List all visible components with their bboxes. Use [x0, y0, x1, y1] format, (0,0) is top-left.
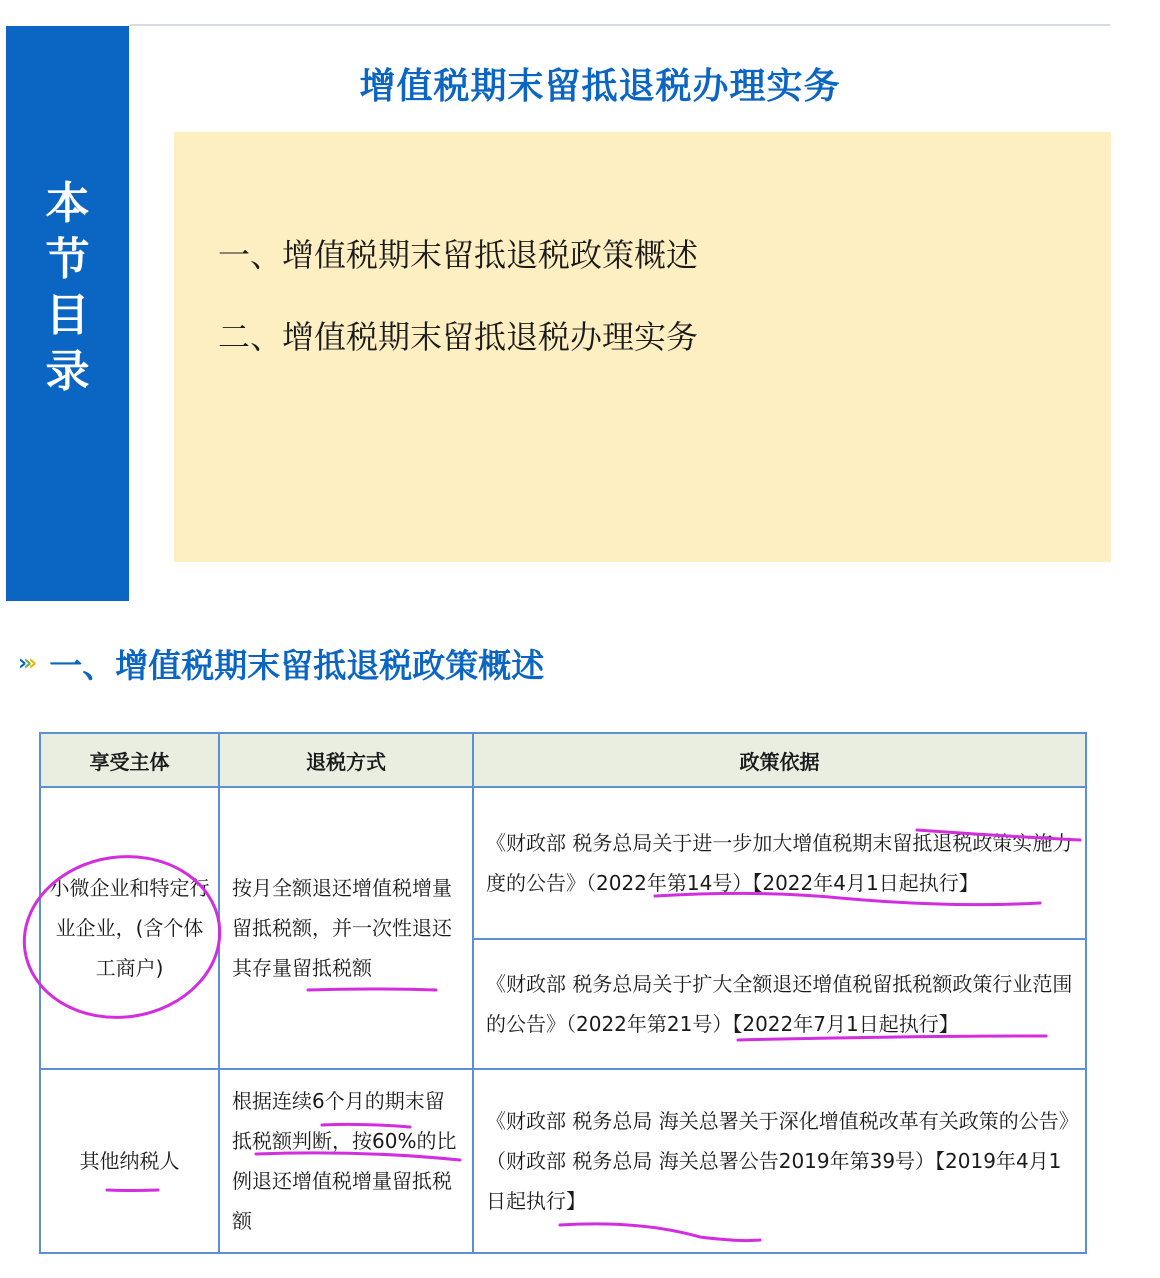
toc-item-1[interactable]: 一、增值税期末留抵退税政策概述	[218, 236, 699, 274]
section-contents-sidebar	[6, 26, 129, 601]
table-row	[40, 787, 1086, 939]
sidebar-char: 录	[45, 346, 90, 397]
sidebar-char: 本	[45, 178, 90, 229]
triple-chevron-icon: › › ›	[18, 651, 34, 676]
subject-cell: 其他纳税人	[40, 1069, 219, 1253]
header-subject: 享受主体	[40, 733, 219, 787]
slide-title: 增值税期末留抵退税办理实务	[359, 66, 841, 107]
subject-cell: 小微企业和特定行业企业，(含个体工商户)	[40, 787, 219, 1069]
top-divider	[130, 24, 1110, 26]
table-header-row	[40, 733, 1086, 787]
header-method: 退税方式	[219, 733, 473, 787]
table-row	[40, 1069, 1086, 1253]
section-title: 一、增值税期末留抵退税政策概述	[49, 646, 545, 685]
sidebar-char: 节	[45, 234, 90, 285]
table-of-contents	[174, 132, 1111, 562]
basis-cell: 《财政部 税务总局关于扩大全额退还增值税留抵税额政策行业范围的公告》（2022年第21号）【2022年7月1日起执行】	[473, 939, 1086, 1069]
toc-item-2[interactable]: 二、增值税期末留抵退税办理实务	[218, 318, 699, 356]
method-cell: 根据连续6个月的期末留抵税额判断，按60%的比例退还增值税增量留抵税额	[219, 1069, 473, 1253]
sidebar-char: 目	[45, 290, 90, 341]
basis-cell: 《财政部 税务总局 海关总署关于深化增值税改革有关政策的公告》（财政部 税务总局 海关总署公告2019年第39号）【2019年4月1日起执行】	[473, 1069, 1086, 1253]
method-cell: 按月全额退还增值税增量留抵税额，并一次性退还其存量留抵税额	[219, 787, 473, 1069]
basis-cell: 《财政部 税务总局关于进一步加大增值税期末留抵退税政策实施力度的公告》（2022年第14号）【2022年4月1日起执行】	[473, 787, 1086, 939]
header-basis: 政策依据	[473, 733, 1086, 787]
policy-table	[39, 732, 1087, 1254]
section-heading	[18, 640, 544, 687]
